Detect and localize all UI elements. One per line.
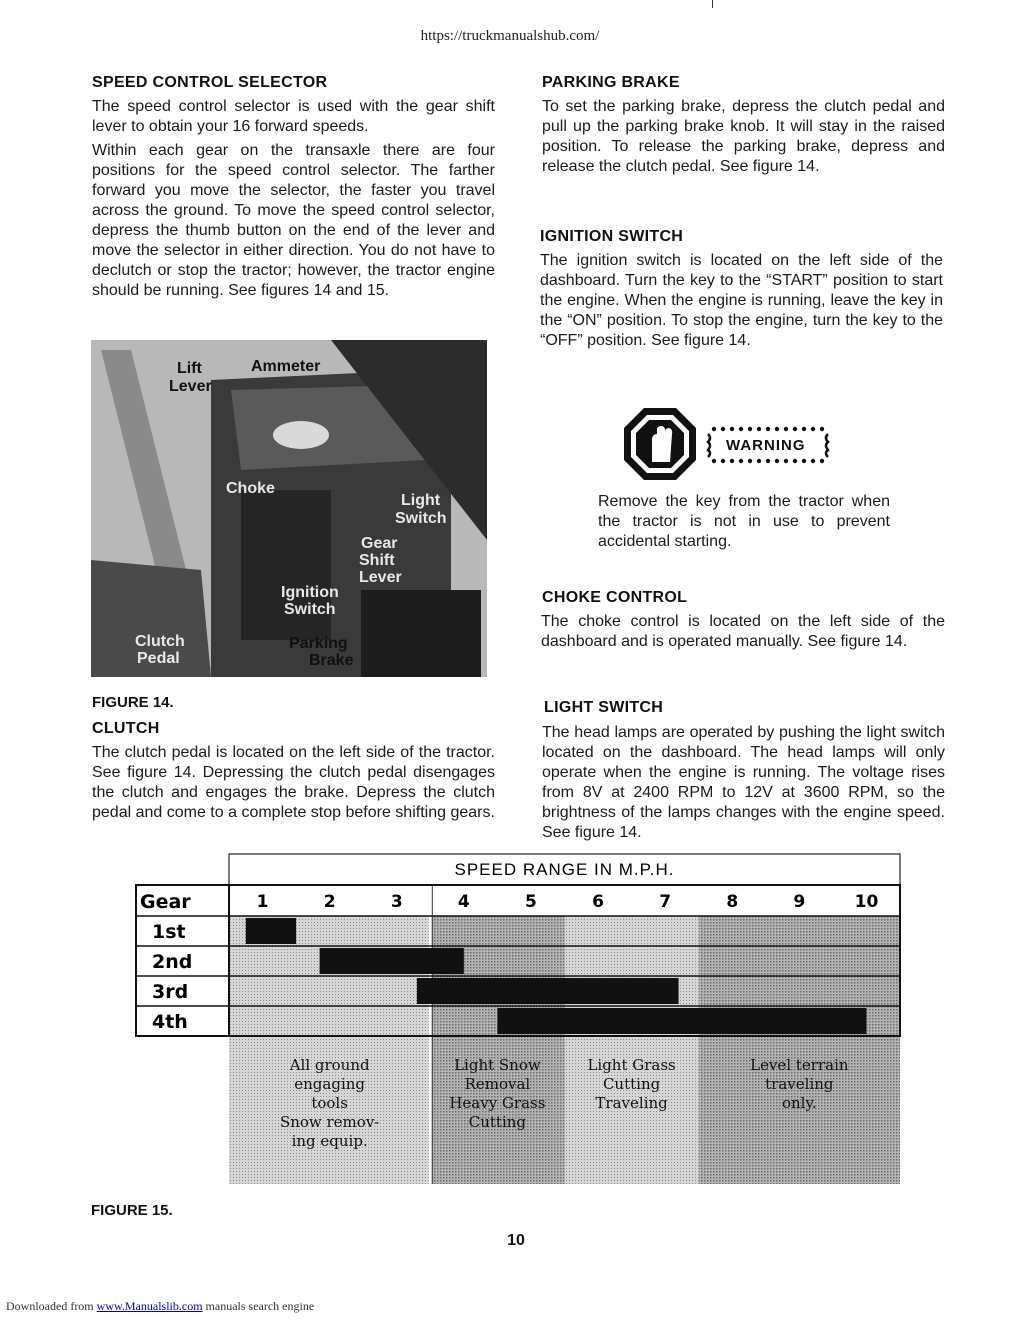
zone-note	[430, 1056, 564, 1132]
row-label-1st: 1st	[152, 921, 186, 943]
footer-prefix: Downloaded from	[6, 1299, 97, 1313]
zone-note-line: engaging	[294, 1075, 366, 1093]
label-shift: Shift	[359, 552, 395, 569]
tick-label-5: 5	[525, 892, 537, 912]
label-clutch: Clutch	[135, 633, 185, 650]
zone-note	[699, 1056, 900, 1113]
figure-14-photo	[91, 340, 487, 677]
label-gear: Gear	[361, 535, 398, 552]
row-label-3rd: 3rd	[152, 981, 189, 1003]
parking-brake-heading: PARKING BRAKE	[542, 74, 680, 91]
zone-note-line: Removal	[464, 1075, 531, 1093]
label-choke: Choke	[226, 480, 275, 497]
chart-grid	[430, 885, 432, 1184]
ignition-switch-heading: IGNITION SWITCH	[540, 228, 684, 245]
label-gear-lever: Lever	[359, 569, 402, 586]
tick-label-4: 4	[457, 892, 470, 912]
choke-control-heading: CHOKE CONTROL	[542, 589, 688, 606]
row-label-2nd: 2nd	[152, 951, 193, 973]
tick-label-2: 2	[323, 892, 336, 912]
speed-control-paragraph-2: Within each gear on the transaxle there are four positions for the speed control selector. The farther forward you move the selector, the faster you travel across the ground. To move the speed control selector, depress the thumb button on the end of the lever and move the selector in either direction. You do not have to declutch or stop the tractor; however, the tractor engine should be running. See figures 14 and 15.	[92, 142, 495, 299]
tick-label-1: 1	[256, 892, 269, 912]
zone-note-line: Level terrain	[750, 1056, 849, 1074]
zone-note-line: Light Snow	[454, 1056, 541, 1074]
warning-label: WARNING	[726, 437, 806, 454]
tick-label-10: 10	[854, 892, 879, 912]
zone-note-line: Heavy Grass	[449, 1094, 546, 1112]
tick-label-9: 9	[793, 892, 806, 912]
footer	[6, 1299, 314, 1314]
zone-note-line: Cutting	[468, 1113, 527, 1131]
zone-note-line: tools	[311, 1094, 348, 1112]
clutch-paragraph: The clutch pedal is located on the left side of the tractor. See figure 14. Depressing the clutch pedal disengages the clutch and engages the brake. Depress the clutch pedal and come to a complete stop before shifting gears.	[92, 744, 495, 821]
label-ignition-switch: Switch	[284, 601, 336, 618]
zone-note-line: ing equip.	[291, 1132, 368, 1150]
zone-background	[699, 916, 900, 1184]
bar-2nd	[320, 948, 464, 974]
label-light: Light	[401, 492, 441, 509]
top-edge-mark	[712, 0, 713, 8]
figure-15-caption: FIGURE 15.	[91, 1202, 173, 1219]
manualslib-link[interactable]: www.Manualslib.com	[96, 1299, 203, 1313]
label-clutch-pedal: Pedal	[137, 650, 180, 667]
tick-label-3: 3	[390, 892, 403, 912]
zone-note-line: traveling	[765, 1075, 834, 1093]
label-light-switch: Switch	[395, 510, 447, 527]
label-ammeter: Ammeter	[251, 358, 321, 375]
chart-row-labels	[152, 921, 192, 1033]
speed-control-paragraph-1: The speed control selector is used with the gear shift lever to obtain your 16 forward speeds.	[92, 98, 495, 135]
label-lift: Lift	[177, 360, 202, 377]
bar-4th	[497, 1008, 866, 1034]
label-parking: Parking	[289, 635, 348, 652]
zone-note-line: Traveling	[595, 1094, 668, 1112]
light-switch-paragraph: The head lamps are operated by pushing the light switch located on the dashboard. The head lamps will only operate when the engine is running. The voltage rises from 8V at 2400 RPM to 12V at 3600 RPM, so the brightness of the lamps changes with the engine speed. See figure 14.	[542, 724, 945, 841]
page-number: 10	[507, 1232, 525, 1249]
zone-note-line: Snow remov-	[279, 1113, 380, 1131]
ignition-switch-paragraph: The ignition switch is located on the left side of the dashboard. Turn the key to the “START” position to start the engine. When the engine is running, leave the key in the “ON” position. To stop the engine, turn the key to the “OFF” position. See figure 14.	[540, 252, 943, 349]
bar-1st	[246, 918, 296, 944]
label-ignition: Ignition	[281, 584, 339, 601]
zone-note	[565, 1056, 699, 1113]
choke-control-paragraph: The choke control is located on the left side of the dashboard and is operated manually. See figure 14.	[541, 613, 945, 650]
hand-stop-icon	[622, 406, 698, 482]
zone-note-line: Light Grass	[587, 1056, 676, 1074]
zone-background	[565, 916, 699, 1184]
tick-label-8: 8	[726, 892, 739, 912]
gear-column-header: Gear	[140, 891, 191, 913]
tick-label-6: 6	[592, 892, 604, 912]
bar-3rd	[417, 978, 679, 1004]
chart-title: SPEED RANGE IN M.P.H.	[454, 860, 675, 879]
tick-label-7: 7	[659, 892, 672, 912]
zone-note-line: only.	[781, 1094, 817, 1112]
footer-suffix: manuals search engine	[202, 1299, 315, 1313]
warning-text: Remove the key from the tractor when the tractor is not in use to prevent accidental starting.	[598, 493, 890, 550]
clutch-heading: CLUTCH	[92, 720, 160, 737]
parking-brake-paragraph: To set the parking brake, depress the clutch pedal and pull up the parking brake knob. It will stay in the raised position. To release the parking brake, depress and release the clutch pedal. See figure 14.	[542, 98, 945, 175]
row-label-4th: 4th	[152, 1011, 188, 1033]
zone-note-line: All ground	[289, 1056, 370, 1074]
zone-note	[229, 1056, 430, 1151]
speed-control-heading: SPEED CONTROL SELECTOR	[92, 74, 328, 91]
label-lift-lever: Lever	[169, 378, 212, 395]
label-parking-brake: Brake	[309, 652, 354, 669]
light-switch-heading: LIGHT SWITCH	[544, 699, 664, 716]
chart-tick-labels	[257, 892, 879, 912]
zone-note-line: Cutting	[602, 1075, 661, 1093]
header-url: https://truckmanualshub.com/	[420, 28, 600, 44]
figure-14-caption: FIGURE 14.	[92, 694, 174, 711]
